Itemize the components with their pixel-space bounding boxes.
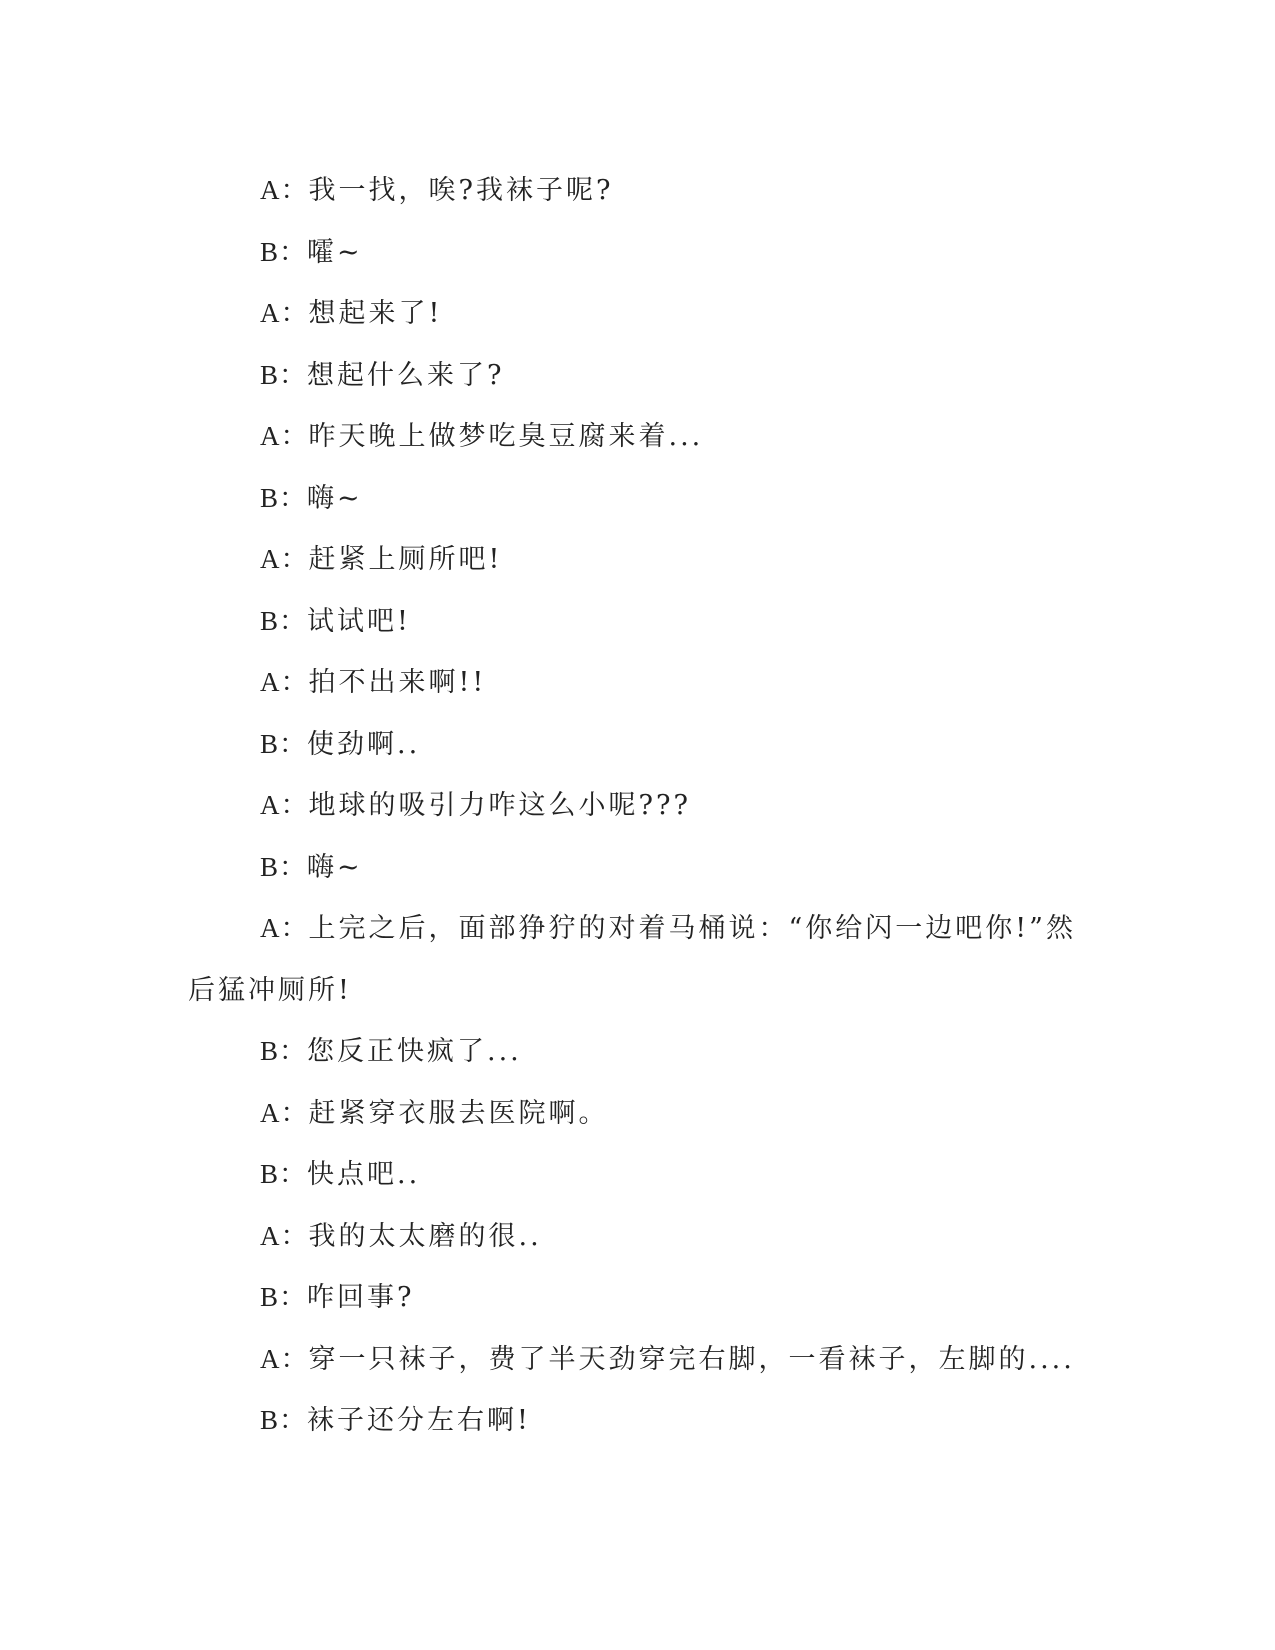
speaker-label: B： — [260, 1282, 308, 1312]
dialogue-line — [188, 283, 1088, 345]
speaker-label: B： — [260, 1036, 308, 1066]
speaker-label: B： — [260, 1405, 308, 1435]
dialogue-text: 嚯~ — [307, 236, 363, 268]
dialogue-text: 我一找，唉?我袜子呢? — [308, 175, 614, 206]
dialogue-text: 想起来了! — [308, 298, 443, 329]
speaker-label: A： — [260, 913, 309, 943]
speaker-label: A： — [260, 667, 309, 697]
dialogue-line — [188, 1083, 1088, 1145]
dialogue-line — [188, 1206, 1088, 1268]
dialogue-line — [188, 468, 1088, 530]
dialogue-text: 您反正快疯了... — [307, 1036, 522, 1067]
dialogue-line — [188, 406, 1088, 468]
dialogue-line — [188, 1329, 1088, 1391]
dialogue-line — [188, 345, 1088, 407]
dialogue-text: 上完之后，面部狰狞的对着马桶说：“你给闪一边吧你!”然后猛冲厕所! — [188, 913, 1076, 1006]
dialogue-line — [188, 837, 1088, 899]
dialogue-text: 想起什么来了? — [307, 359, 505, 391]
speaker-label: A： — [260, 175, 309, 205]
dialogue-text: 咋回事? — [307, 1282, 415, 1313]
dialogue-line — [188, 1144, 1088, 1206]
speaker-label: B： — [260, 1159, 308, 1189]
dialogue-text: 快点吧.. — [307, 1159, 421, 1190]
dialogue-text: 穿一只袜子，费了半天劲穿完右脚，一看袜子，左脚的.... — [308, 1343, 1075, 1375]
speaker-label: B： — [260, 482, 308, 513]
dialogue-text: 昨天晚上做梦吃臭豆腐来着... — [308, 421, 704, 452]
speaker-label: A： — [260, 544, 309, 574]
speaker-label: B： — [260, 605, 308, 636]
dialogue-line — [188, 714, 1088, 776]
speaker-label: A： — [260, 298, 309, 328]
speaker-label: A： — [260, 1220, 309, 1251]
dialogue-line — [188, 591, 1088, 653]
dialogue-text: 袜子还分左右啊! — [307, 1405, 531, 1436]
dialogue-text: 嗨~ — [307, 851, 363, 883]
dialogue-line — [188, 775, 1088, 837]
speaker-label: B： — [260, 359, 308, 390]
speaker-label: B： — [260, 728, 308, 759]
dialogue-line — [188, 222, 1088, 284]
dialogue-line — [188, 529, 1088, 591]
dialogue-line — [188, 1390, 1088, 1452]
speaker-label: A： — [260, 421, 309, 451]
dialogue-text: 拍不出来啊!! — [308, 667, 487, 698]
dialogue-text: 赶紧穿衣服去医院啊。 — [308, 1097, 609, 1129]
dialogue-line — [188, 898, 1088, 1021]
dialogue-line — [188, 1267, 1088, 1329]
speaker-label: B： — [260, 851, 308, 882]
dialogue-text: 使劲啊.. — [307, 728, 421, 760]
speaker-label: A： — [260, 790, 309, 820]
dialogue-text: 赶紧上厕所吧! — [308, 544, 503, 575]
dialogue-text: 地球的吸引力咋这么小呢??? — [308, 790, 691, 821]
dialogue-text: 我的太太磨的很.. — [308, 1220, 542, 1252]
dialogue-line — [188, 160, 1088, 222]
dialogue-text: 嗨~ — [307, 482, 363, 514]
dialogue-line — [188, 652, 1088, 714]
dialogue-body — [188, 160, 1088, 1452]
speaker-label: A： — [260, 1097, 309, 1128]
dialogue-line — [188, 1021, 1088, 1083]
dialogue-text: 试试吧! — [307, 605, 411, 637]
speaker-label: B： — [260, 236, 308, 267]
speaker-label: A： — [260, 1343, 309, 1374]
